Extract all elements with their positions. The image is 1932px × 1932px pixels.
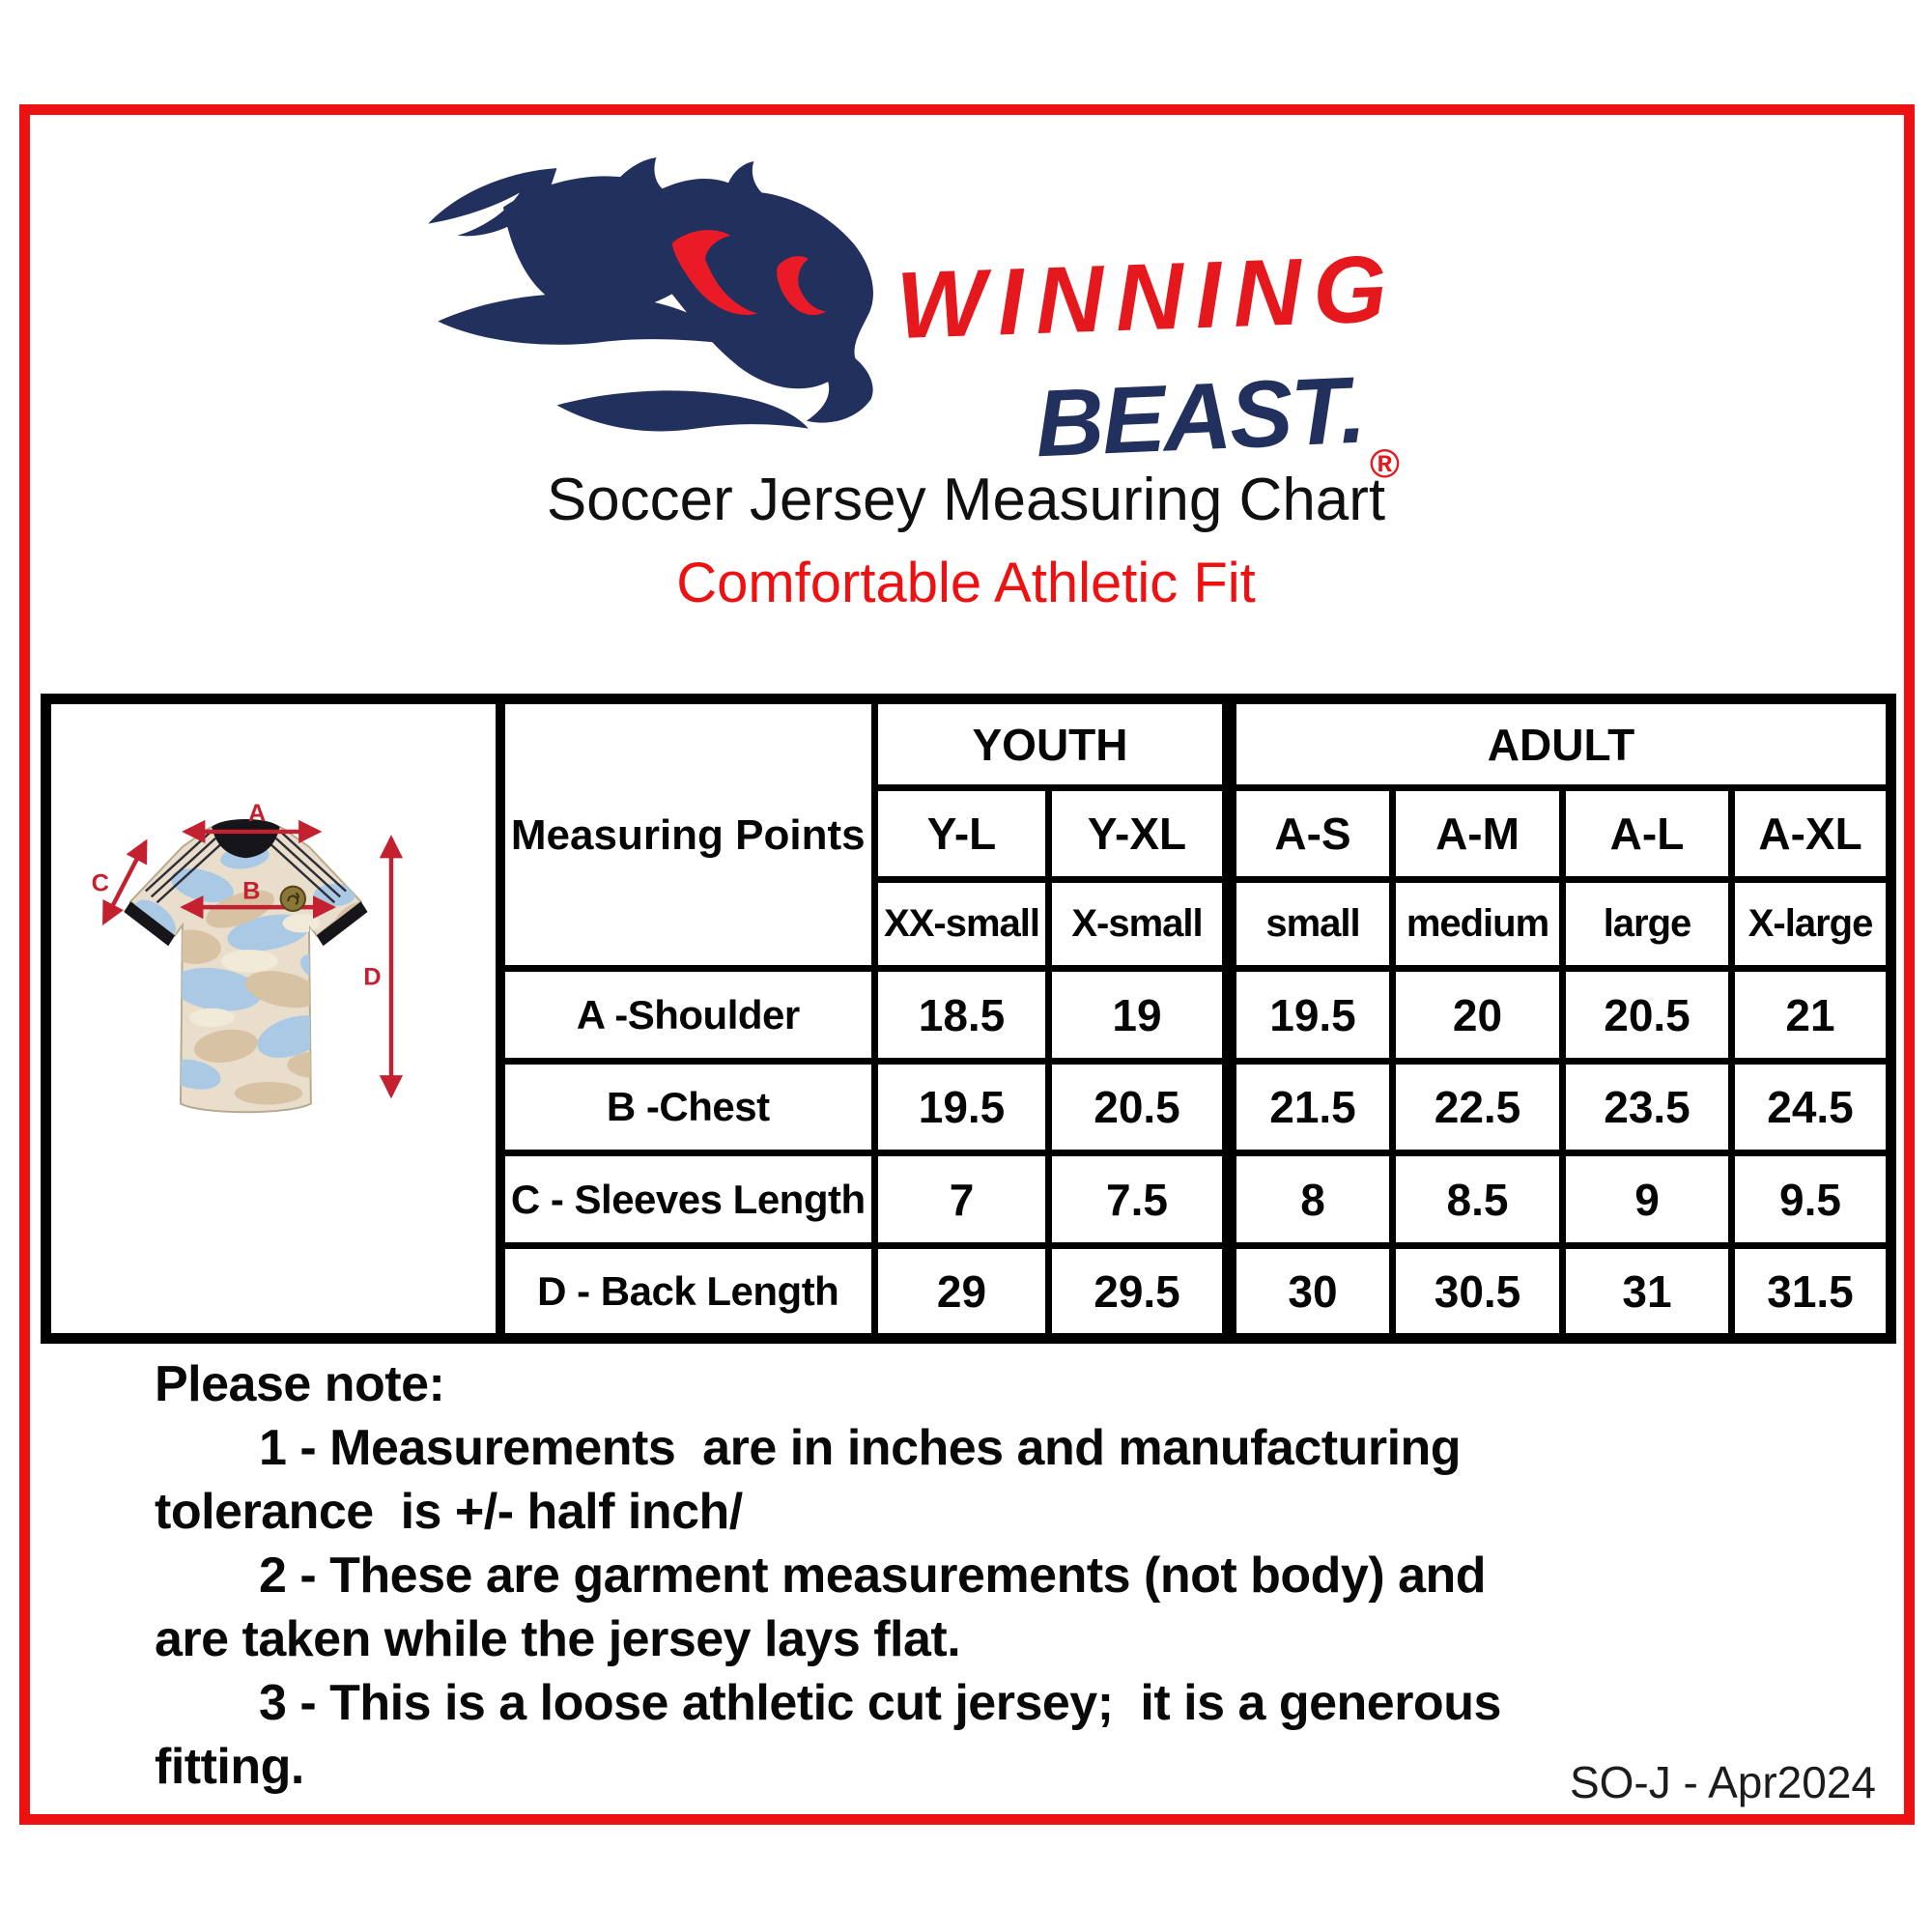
- note-line-1b: tolerance is +/- half inch/: [155, 1484, 743, 1540]
- brand-winning-text: WINNING: [895, 234, 1401, 359]
- youth-group-header: YOUTH: [875, 699, 1230, 788]
- label-b: B: [242, 877, 261, 905]
- page-title: Soccer Jersey Measuring Chart: [546, 467, 1386, 533]
- cell-value: 19: [1049, 969, 1230, 1062]
- brand-beast-text: BEAST.: [1033, 355, 1367, 477]
- note-line-2: 2 - These are garment measurements (not body) and: [259, 1548, 1487, 1604]
- cell-value: 19.5: [875, 1062, 1049, 1153]
- size-name-small: small: [1230, 880, 1393, 969]
- note-line-3b: fitting.: [155, 1739, 304, 1795]
- note-line-3: 3 - This is a loose athletic cut jersey; it is a generous: [259, 1675, 1501, 1731]
- cell-value: 29.5: [1049, 1246, 1230, 1339]
- size-name-medium: medium: [1393, 880, 1563, 969]
- beast-logo-icon: [411, 153, 913, 467]
- size-code-al: A-L: [1563, 788, 1732, 880]
- registered-trademark-icon: ®: [1370, 440, 1400, 486]
- note-line-2b: are taken while the jersey lays flat.: [155, 1611, 961, 1667]
- size-name-xlarge: X-large: [1732, 880, 1891, 969]
- beast-lower-tendril: [556, 390, 809, 431]
- size-code-am: A-M: [1393, 788, 1563, 880]
- cell-value: 24.5: [1732, 1062, 1891, 1153]
- size-name-xxsmall: XX-small: [875, 880, 1049, 969]
- cell-value: 7.5: [1049, 1153, 1230, 1246]
- cell-value: 9: [1563, 1153, 1732, 1246]
- row-label-back: D - Back Length: [500, 1246, 875, 1339]
- cell-value: 30: [1230, 1246, 1393, 1339]
- cell-value: 9.5: [1732, 1153, 1891, 1246]
- cell-value: 7: [875, 1153, 1049, 1246]
- cell-value: 21: [1732, 969, 1891, 1062]
- note-line-1: 1 - Measurements are in inches and manufacturing: [259, 1420, 1462, 1476]
- jersey-figure: [51, 704, 496, 1333]
- doc-code: SO-J - Apr2024: [1569, 1757, 1876, 1807]
- jersey-diagram-cell: [46, 699, 500, 1339]
- cell-value: 20.5: [1563, 969, 1732, 1062]
- size-code-yxl: Y-XL: [1049, 788, 1230, 880]
- jersey-shirt: [124, 819, 380, 1112]
- measuring-table: [41, 694, 1896, 1344]
- cell-value: 19.5: [1230, 969, 1393, 1062]
- notes-block: [155, 1352, 1797, 1799]
- page-subtitle: Comfortable Athletic Fit: [676, 552, 1256, 614]
- size-code-yl: Y-L: [875, 788, 1049, 880]
- cell-value: 22.5: [1393, 1062, 1563, 1153]
- cell-value: 29: [875, 1246, 1049, 1339]
- cell-value: 23.5: [1563, 1062, 1732, 1153]
- size-code-axl: A-XL: [1732, 788, 1891, 880]
- row-label-chest: B -Chest: [500, 1062, 875, 1153]
- size-code-as: A-S: [1230, 788, 1393, 880]
- size-name-xsmall: X-small: [1049, 880, 1230, 969]
- cell-value: 21.5: [1230, 1062, 1393, 1153]
- cell-value: 31.5: [1732, 1246, 1891, 1339]
- label-a: A: [247, 800, 267, 828]
- adult-group-header: ADULT: [1230, 699, 1891, 788]
- label-d: D: [363, 963, 382, 991]
- cell-value: 30.5: [1393, 1246, 1563, 1339]
- cell-value: 20: [1393, 969, 1563, 1062]
- cell-value: 31: [1563, 1246, 1732, 1339]
- cell-value: 8.5: [1393, 1153, 1563, 1246]
- row-label-shoulder: A -Shoulder: [500, 969, 875, 1062]
- notes-title: Please note:: [155, 1356, 445, 1412]
- cell-value: 18.5: [875, 969, 1049, 1062]
- cell-value: 20.5: [1049, 1062, 1230, 1153]
- label-c: C: [91, 869, 110, 897]
- beast-head: [503, 157, 873, 423]
- size-name-large: large: [1563, 880, 1732, 969]
- jersey-badge: [281, 887, 305, 911]
- beast-logo-shapes: [428, 157, 873, 431]
- cell-value: 8: [1230, 1153, 1393, 1246]
- row-label-sleeves: C - Sleeves Length: [500, 1153, 875, 1246]
- measuring-points-header: Measuring Points: [500, 699, 875, 969]
